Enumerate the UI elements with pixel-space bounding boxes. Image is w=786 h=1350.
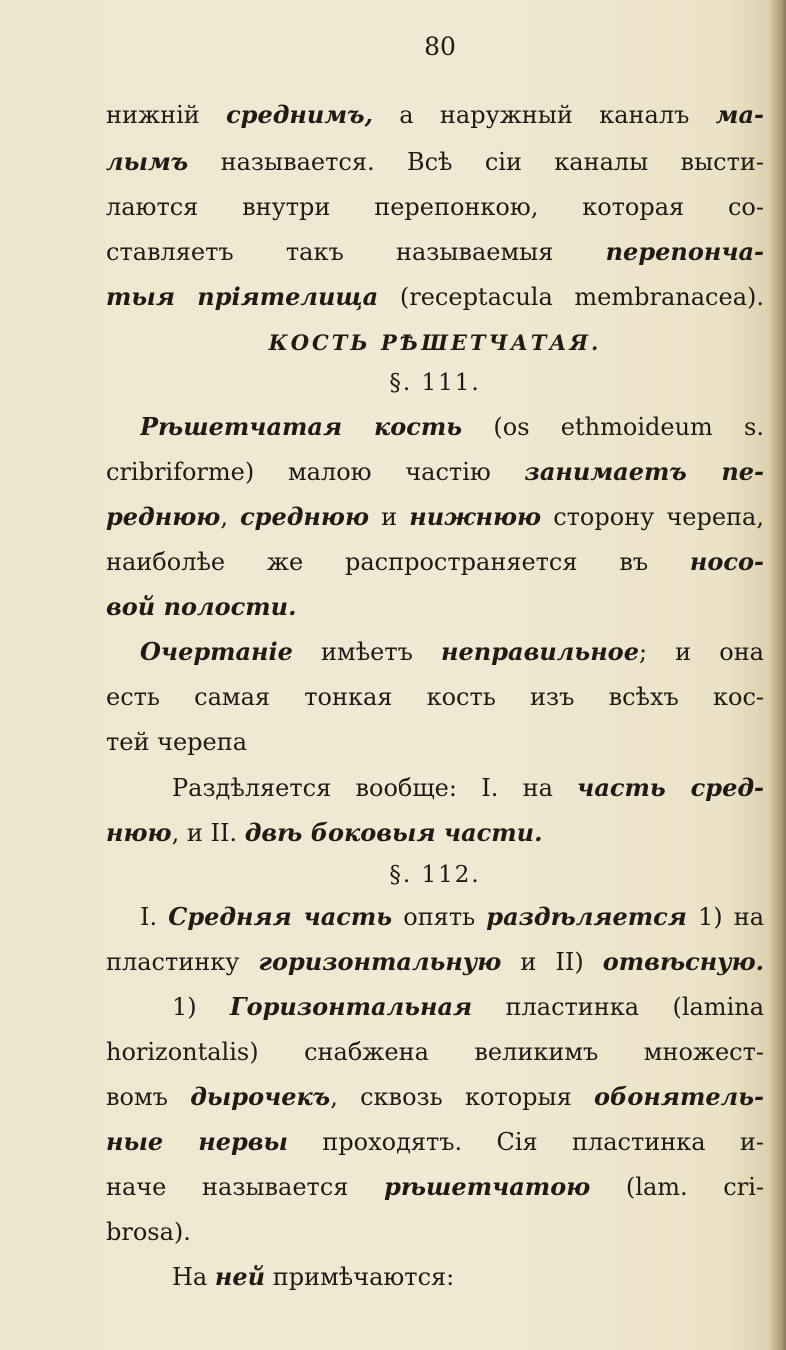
italic-term: отвѣсную.	[602, 947, 764, 976]
text-line-13: Очертаніе имѣетъ неправильное; и она	[140, 637, 764, 666]
text-line-3: лаются внутри перепонкою, которая со-	[106, 193, 764, 221]
text-line-5: тыя пріятелища (receptacula membranacea).	[106, 282, 764, 311]
text-line-1: нижній среднимъ, а наружный каналъ ма-	[106, 100, 764, 129]
text-line-10: реднюю, среднюю и нижнюю сторону черепа,	[106, 502, 764, 531]
italic-term: двѣ боковыя части.	[244, 818, 543, 847]
italic-term: Средняя часть	[168, 902, 393, 931]
page-number: 80	[424, 32, 456, 61]
text-line-16: Раздѣляется вообще: I. на часть сред-	[172, 773, 764, 802]
italic-term: неправильное	[441, 637, 639, 666]
text-line-14: есть самая тонкая кость изъ всѣхъ кос-	[106, 683, 764, 711]
italic-term: Рѣшетчатая кость	[140, 412, 463, 441]
italic-term: обонятель-	[594, 1082, 764, 1111]
italic-term: нижнюю	[409, 502, 542, 531]
text-line-26: brosa).	[106, 1218, 191, 1246]
text-line-22: horizontalis) снабжена великимъ множест-	[106, 1038, 764, 1066]
text-line-25: наче называется рѣшетчатою (lam. cri-	[106, 1172, 764, 1201]
italic-term: рѣшетчатою	[384, 1172, 591, 1201]
italic-term: носо-	[689, 547, 764, 576]
text-line-20: пластинку горизонтальную и II) отвѣсную.	[106, 947, 764, 976]
paragraph-number-112: §. 112.	[389, 862, 481, 888]
italic-term: тыя пріятелища	[106, 282, 379, 311]
text-line-15: тей черепа	[106, 728, 248, 756]
text-line-21: 1) Горизонтальная пластинка (lamina	[172, 992, 764, 1021]
text-line-27: На ней примѣчаются:	[172, 1262, 455, 1291]
italic-term: занимаетъ пе-	[524, 457, 764, 486]
italic-term: Очертаніе	[140, 637, 293, 666]
paragraph-number-111: §. 111.	[389, 370, 481, 396]
section-heading: КОСТЬ РѢШЕТЧАТАЯ.	[268, 330, 602, 355]
italic-term: раздѣляется	[486, 902, 687, 931]
italic-term: ные нервы	[106, 1127, 288, 1156]
text-line-2: лымъ называется. Всѣ сіи каналы высти-	[106, 147, 764, 176]
italic-term: Горизонтальная	[230, 992, 473, 1021]
italic-term: ней	[214, 1262, 266, 1291]
text-line-8: Рѣшетчатая кость (os ethmoideum s.	[140, 412, 764, 441]
italic-term: дырочекъ	[190, 1082, 331, 1111]
italic-term: нюю	[106, 818, 172, 847]
text-line-12	[106, 590, 764, 626]
italic-term: лымъ	[106, 147, 189, 176]
text-line-23: вомъ дырочекъ, сквозь которыя обонятель-	[106, 1082, 764, 1111]
italic-term: реднюю	[106, 502, 221, 531]
italic-term: перепонча-	[605, 237, 764, 266]
text-line-9: cribriforme) малою частію занимаетъ пе-	[106, 457, 764, 486]
text-line-4: ставляетъ такъ называемыя перепонча-	[106, 237, 764, 266]
italic-term: горизонтальную	[258, 947, 502, 976]
italic-term: ма-	[715, 100, 764, 129]
page-edge-shadow	[768, 0, 786, 1350]
text-line-24: ные нервы проходятъ. Сія пластинка и-	[106, 1127, 764, 1156]
italic-term: среднюю	[240, 502, 369, 531]
italic-term: вой полости.	[106, 592, 297, 621]
italic-term: часть сред-	[577, 773, 764, 802]
text-line-17: нюю, и II. двѣ боковыя части.	[106, 818, 543, 847]
text-line-19: I. Средняя часть опять раздѣляется 1) на	[140, 902, 764, 931]
italic-term: среднимъ,	[226, 100, 373, 129]
text-line-11: наиболѣе же распространяется въ носо-	[106, 547, 764, 576]
